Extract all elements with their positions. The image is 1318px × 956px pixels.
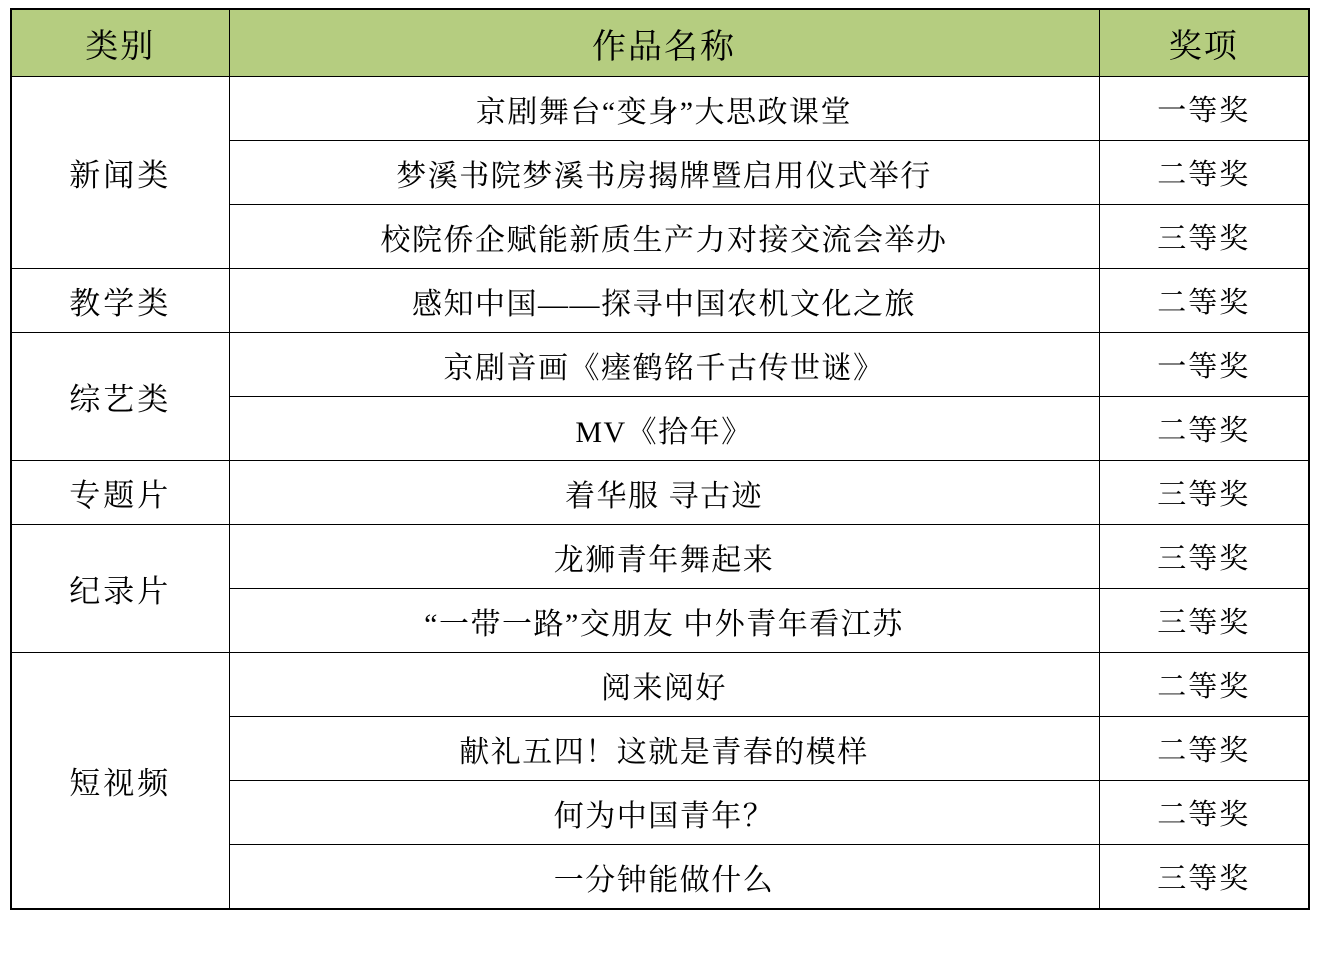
work-title-cell: 京剧舞台“变身”大思政课堂 (229, 77, 1099, 141)
work-title-cell: 着华服 寻古迹 (229, 461, 1099, 525)
table-row (11, 461, 1309, 525)
category-cell: 专题片 (11, 461, 229, 525)
work-title-cell: 京剧音画《瘗鹤铭千古传世谜》 (229, 333, 1099, 397)
prize-cell: 二等奖 (1099, 781, 1309, 845)
work-title-cell: “一带一路”交朋友 中外青年看江苏 (229, 589, 1099, 653)
work-title-cell: 感知中国——探寻中国农机文化之旅 (229, 269, 1099, 333)
work-title-cell: 阅来阅好 (229, 653, 1099, 717)
table-row (11, 269, 1309, 333)
table-header-row (11, 9, 1309, 77)
category-cell: 纪录片 (11, 525, 229, 653)
category-cell: 新闻类 (11, 77, 229, 269)
prize-cell: 三等奖 (1099, 845, 1309, 910)
prize-cell: 二等奖 (1099, 141, 1309, 205)
work-title-cell: 献礼五四！这就是青春的模样 (229, 717, 1099, 781)
work-title-cell: 校院侨企赋能新质生产力对接交流会举办 (229, 205, 1099, 269)
prize-cell: 三等奖 (1099, 205, 1309, 269)
awards-table (10, 8, 1310, 910)
column-header-title: 作品名称 (229, 9, 1099, 77)
prize-cell: 三等奖 (1099, 461, 1309, 525)
prize-cell: 三等奖 (1099, 589, 1309, 653)
column-header-category: 类别 (11, 9, 229, 77)
table-row (11, 77, 1309, 141)
work-title-cell: MV《拾年》 (229, 397, 1099, 461)
prize-cell: 二等奖 (1099, 653, 1309, 717)
work-title-cell: 龙狮青年舞起来 (229, 525, 1099, 589)
prize-cell: 二等奖 (1099, 269, 1309, 333)
category-cell: 短视频 (11, 653, 229, 910)
prize-cell: 二等奖 (1099, 397, 1309, 461)
work-title-cell: 何为中国青年？ (229, 781, 1099, 845)
table-row (11, 653, 1309, 717)
prize-cell: 二等奖 (1099, 717, 1309, 781)
work-title-cell: 一分钟能做什么 (229, 845, 1099, 910)
column-header-prize: 奖项 (1099, 9, 1309, 77)
category-cell: 教学类 (11, 269, 229, 333)
prize-cell: 一等奖 (1099, 333, 1309, 397)
category-cell: 综艺类 (11, 333, 229, 461)
work-title-cell: 梦溪书院梦溪书房揭牌暨启用仪式举行 (229, 141, 1099, 205)
prize-cell: 三等奖 (1099, 525, 1309, 589)
table-row (11, 525, 1309, 589)
table-row (11, 333, 1309, 397)
prize-cell: 一等奖 (1099, 77, 1309, 141)
table-header (11, 9, 1309, 77)
table-body (11, 77, 1309, 910)
